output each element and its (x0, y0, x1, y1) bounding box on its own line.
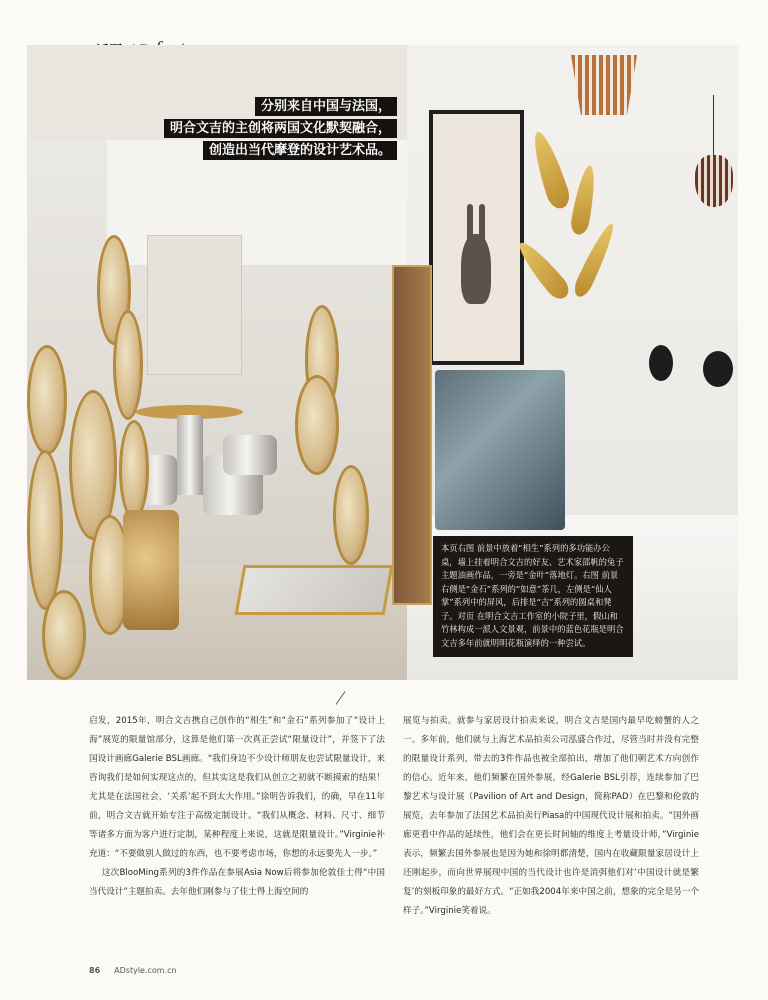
metal-stool (223, 435, 277, 475)
page-footer (89, 966, 177, 975)
rabbit-painting (429, 110, 524, 365)
page-number: 86 (89, 966, 101, 975)
lamp-wire (713, 95, 714, 155)
dining-chair (703, 351, 733, 387)
headline (127, 96, 397, 162)
cactus-screen (42, 590, 86, 680)
article-column-right (403, 712, 699, 921)
headline-line: 分别来自中国与法国， (255, 97, 397, 116)
table-base (177, 415, 203, 495)
photo-caption: 本页右图 前景中放着“相生”系列的多功能办公桌，墙上挂着明合文吉的好友、艺术家邵帆的兔子主题油画作品，一旁是“金叶”落地灯。右图 前景右侧是“金石”系列的“如意”茶几，左侧是“仙人掌”系列中的屏风，后排是“吉”系列的圆桌和凳子。对页 在明合文吉工作室的小院子里，假山和竹林构成一派人文景观，前景中的蓝色花瓶是明合文吉多年前就明明花瓶演绎的一种尝试。 (433, 536, 633, 657)
cactus-screen (113, 310, 143, 420)
article-column-left (89, 712, 385, 921)
cactus-screen (333, 465, 369, 565)
wood-cabinet (392, 265, 432, 605)
article-body (89, 712, 699, 921)
dining-chair (649, 345, 673, 381)
paragraph: 这次BlooMing系列的3件作品在参展Asia Now后将参加伦敦佳士得“中国当代设计”主题拍卖。去年他们刚参与了佳士得上海空间的 (89, 868, 385, 897)
rabbit-figure (461, 234, 491, 304)
divider-mark (336, 691, 346, 705)
paragraph: 启发，2015年，明合文吉携自己创作的“相生”和“金石”系列参加了“设计上海”展览的限量馆部分，这算是他们第一次真正尝试“限量设计”，并签下了法国设计画廊Galerie BSL画廊。“我们身边不少设计师朋友也尝试限量设计，来咨询我们是如何实现这点的，但其实这是我们从创立之初就不断摸索的结果！尤其是在法国社会，‘关系’起不到太大作用。”徐明告诉我们，的确，早在11年前，明合文吉就开始专注于高级定制设计。“我们从概念、材料、尺寸、细节等诸多方面为客户进行定制，某种程度上来说，这就是限量设计。”Virginie补充道：“不要做别人做过的东西，也不要考虑市场，你想的永远要先人一步。” (89, 716, 385, 859)
cactus-screen (295, 375, 339, 475)
gold-stool (123, 510, 179, 630)
headline-line: 明合文吉的主创将两国文化默契融合， (164, 119, 397, 138)
paragraph: 展览与拍卖。就参与家居设计拍卖来说，明合文吉是国内最早吃螃蟹的人之一。多年前，他们就与上海艺术品拍卖公司泓盛合作过，尽管当时并没有完整的限量设计系列，带去的3件作品也被全部拍出，增加了他们朝艺术方向创作的信心。近年来，他们频繁在国外参展，经Galerie BSL引荐，连续参加了巴黎艺术与设计展（Pavilion of Art and Design，简称PAD）在巴黎和伦敦的展览，去年参加了法国艺术品拍卖行Piasa的中国现代设计展和拍卖。“国外画廊更看中作品的延续性，他们会在更长时间轴的维度上考量设计师，”Virginie表示，频繁去国外参展也是因为她和徐明都清楚，国内在收藏限量家居设计上还刚起步，而向世界展现中国的当代设计也许是消弭他们对‘中国设计就是繁复’的刻板印象的最好方式。“正如我2004年来中国之前，想象的完全是另一个样子。”Virginie笑着说。 (403, 716, 699, 916)
cactus-screen (27, 450, 63, 610)
marble-chair (435, 370, 565, 530)
wall-artwork (147, 235, 242, 375)
pendant-lamp (695, 155, 733, 207)
site-url: ADstyle.com.cn (114, 966, 177, 975)
marble-tea-table (235, 565, 394, 615)
cactus-screen (27, 345, 67, 455)
headline-line: 创造出当代摩登的设计艺术品。 (203, 141, 397, 160)
pendant-lamp (571, 55, 637, 115)
cactus-screen (119, 420, 149, 520)
